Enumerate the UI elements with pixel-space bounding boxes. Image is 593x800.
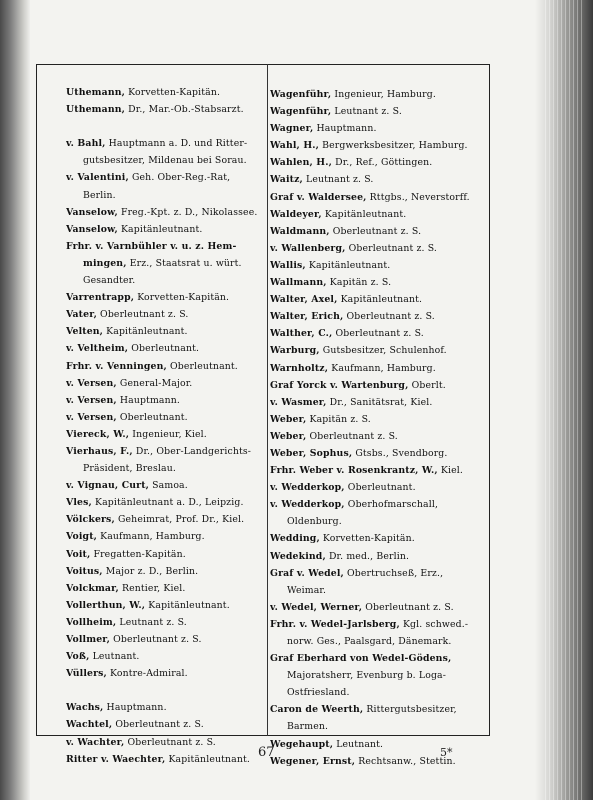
entry-description: Erz., Staatsrat u. würt. — [126, 257, 242, 269]
entry-continuation — [270, 718, 486, 735]
directory-entry — [66, 597, 264, 614]
entry-name: Voigt, — [66, 531, 98, 543]
directory-entry — [270, 171, 486, 188]
book-gutter — [0, 0, 30, 800]
directory-entry — [270, 701, 486, 718]
directory-entry — [270, 479, 486, 496]
directory-entry — [270, 445, 486, 462]
directory-entry — [270, 411, 486, 428]
entry-name: Wagner, — [270, 123, 314, 135]
entry-description: Dr., Ref., Göttingen. — [332, 157, 433, 169]
entry-continuation — [270, 633, 486, 650]
entry-name: v. Wedel, Werner, — [270, 601, 363, 613]
entry-name: v. Versen, — [66, 411, 117, 423]
page-edge-lines — [545, 0, 585, 800]
entry-name: v. Vignau, Curt, — [66, 480, 150, 492]
directory-entry — [66, 375, 264, 392]
entry-description: Kapitänleutnant. — [145, 599, 230, 611]
directory-entry — [66, 563, 264, 580]
entry-name: Frhr. v. Wedel-Jarlsberg, — [270, 618, 400, 630]
entry-description: Major z. D., Berlin. — [102, 565, 199, 577]
directory-entry — [66, 665, 264, 682]
directory-entry — [270, 736, 486, 753]
entry-description: Oberlt. — [408, 379, 446, 391]
directory-entry — [270, 137, 486, 154]
entry-description: Kapitänleutnant. — [103, 326, 188, 338]
entry-description: Kontre-Admiral. — [106, 668, 188, 680]
directory-entry — [66, 734, 264, 751]
entry-name: Vierhaus, F., — [66, 445, 133, 457]
entry-name: Ritter v. Waechter, — [66, 753, 166, 765]
entry-name: Wallmann, — [270, 277, 327, 289]
entry-description: Leutnant z. S. — [116, 616, 187, 628]
directory-entry — [66, 101, 264, 118]
entry-description: Barmen. — [287, 721, 329, 733]
entry-name: Graf v. Wedel, — [270, 567, 344, 579]
entry-name: Caron de Weerth, — [270, 704, 364, 716]
entry-description: norw. Ges., Paalsgard, Dänemark. — [287, 636, 452, 647]
entry-description: Oberleutnant z. S. — [343, 311, 435, 323]
directory-entry — [270, 86, 486, 103]
entry-description: Ingenieur, Kiel. — [129, 428, 207, 440]
directory-entry — [270, 223, 486, 240]
entry-name: Wahlen, H., — [270, 157, 333, 169]
entry-name: Frhr. Weber v. Rosenkrantz, W., — [270, 465, 438, 477]
entry-name: Graf v. Waldersee, — [270, 191, 367, 203]
left-column — [66, 84, 264, 768]
directory-entry — [270, 342, 486, 359]
directory-entry — [270, 257, 486, 274]
entry-description: Oberleutnant. — [344, 482, 416, 494]
entry-name: Uthemann, — [66, 104, 126, 116]
entry-name: Uthemann, — [66, 87, 126, 98]
entry-name: Waldeyer, — [270, 208, 322, 220]
entry-name: Waldmann, — [270, 225, 330, 237]
directory-entry — [66, 221, 264, 238]
entry-description: Kaufmann, Hamburg. — [328, 362, 436, 374]
directory-entry — [270, 428, 486, 445]
entry-name: Wedding, — [270, 533, 320, 545]
entry-continuation — [66, 187, 264, 204]
entry-name: Walter, Erich, — [270, 311, 344, 323]
entry-description: Kapitän z. S. — [306, 413, 371, 425]
entry-description: Bergwerksbesitzer, Hamburg. — [319, 140, 468, 152]
entry-description: Berlin. — [83, 189, 116, 201]
directory-entry — [66, 494, 264, 511]
entry-description: Kgl. schwed.- — [399, 618, 469, 630]
directory-entry — [66, 392, 264, 409]
entry-description: Hauptmann a. D. und Ritter- — [105, 138, 248, 150]
entry-name: Vollheim, — [66, 616, 117, 628]
entry-continuation — [66, 255, 264, 272]
entry-name: v. Bahl, — [66, 138, 106, 150]
column-divider — [267, 64, 268, 736]
directory-entry — [270, 308, 486, 325]
entry-name: Wagenführ, — [270, 89, 332, 100]
entry-name: Wagenführ, — [270, 106, 332, 118]
entry-name: Velten, — [66, 326, 104, 338]
entry-description: Oberleutnant z. S. — [110, 634, 202, 645]
entry-description: Oberleutnant. — [116, 411, 188, 423]
entry-description: Majoratsherr, Evenburg b. Loga- — [287, 670, 447, 682]
directory-entry — [66, 84, 264, 101]
directory-entry — [270, 103, 486, 120]
directory-entry — [66, 204, 264, 221]
entry-description: Hauptmann. — [313, 123, 377, 135]
entry-description: Dr., Ober-Landgerichts- — [132, 445, 252, 457]
entry-description: Weimar. — [287, 584, 327, 596]
entry-name: Walther, C., — [270, 328, 333, 340]
entry-description: Hauptmann. — [116, 394, 180, 406]
directory-entry — [270, 650, 486, 667]
directory-entry — [66, 580, 264, 597]
entry-name: Weber, — [270, 430, 307, 442]
directory-entry — [270, 565, 486, 582]
directory-entry — [66, 528, 264, 545]
directory-entry — [66, 323, 264, 340]
directory-entry — [66, 477, 264, 494]
entry-description: Kapitänleutnant a. D., Leipzig. — [91, 497, 244, 509]
entry-description: Geheimrat, Prof. Dr., Kiel. — [114, 514, 245, 526]
entry-description: Obertruchseß, Erz., — [343, 567, 444, 579]
entry-description: Präsident, Breslau. — [83, 463, 176, 475]
entry-description: Gesandter. — [83, 275, 136, 287]
directory-entry — [66, 546, 264, 563]
entry-name: Wachs, — [66, 702, 104, 714]
directory-entry — [270, 599, 486, 616]
entry-name: Voitus, — [66, 565, 103, 577]
entry-description: Oberleutnant. — [128, 343, 200, 355]
entry-name: Walter, Axel, — [270, 294, 338, 306]
entry-name: v. Wasmer, — [270, 396, 327, 408]
entry-continuation — [270, 582, 486, 599]
entry-description: Geh. Ober-Reg.-Rat, — [128, 172, 231, 184]
directory-entry — [270, 360, 486, 377]
entry-description: Korvetten-Kapitän. — [134, 292, 230, 304]
entry-description: Kaufmann, Hamburg. — [97, 531, 205, 543]
directory-entry — [66, 751, 264, 768]
entry-description: gutsbesitzer, Mildenau bei Sorau. — [83, 155, 247, 167]
directory-entry — [66, 409, 264, 426]
entry-name: Vanselow, — [66, 206, 118, 218]
entry-name: Warburg, — [270, 345, 320, 357]
entry-continuation — [66, 152, 264, 169]
directory-entry — [270, 616, 486, 633]
entry-name: Graf Eberhard von Wedel-Gödens, — [270, 653, 452, 665]
entry-continuation — [270, 513, 486, 530]
entry-name: Weber, — [270, 413, 307, 425]
entry-name: Warnholtz, — [270, 362, 329, 374]
entry-name: Wegener, Ernst, — [270, 755, 356, 767]
entry-continuation — [66, 460, 264, 477]
directory-entry — [66, 426, 264, 443]
directory-entry — [66, 511, 264, 528]
entry-continuation — [270, 667, 486, 684]
entry-description: Leutnant z. S. — [331, 106, 402, 118]
entry-description: Samoa. — [149, 480, 188, 492]
entry-name: Vles, — [66, 497, 92, 509]
directory-entry — [66, 716, 264, 733]
entry-description: Leutnant. — [333, 738, 384, 750]
entry-name: Vüllers, — [66, 668, 107, 680]
directory-entry — [66, 306, 264, 323]
entry-description: Rittergutsbesitzer, — [363, 704, 457, 716]
directory-entry — [270, 377, 486, 394]
directory-entry — [66, 289, 264, 306]
entry-name: Wallis, — [270, 259, 306, 271]
entry-description: Leutnant z. S. — [302, 174, 374, 186]
entry-description: Fregatten-Kapitän. — [90, 548, 186, 560]
entry-name: v. Wallenberg, — [270, 242, 346, 254]
directory-entry — [270, 394, 486, 411]
entry-description: Oberleutnant z. S. — [124, 736, 216, 748]
directory-entry — [66, 238, 264, 255]
directory-entry — [66, 135, 264, 152]
entry-name: v. Wachter, — [66, 736, 125, 748]
directory-entry — [66, 340, 264, 357]
entry-name: Wachtel, — [66, 719, 113, 731]
entry-description: Hauptmann. — [103, 702, 167, 714]
entry-description: Oberleutnant z. S. — [345, 242, 438, 254]
entry-name: v. Versen, — [66, 377, 117, 389]
entry-description: Kapitänleutnant. — [305, 259, 391, 271]
page-number: 67 — [258, 745, 275, 760]
entry-description: Rttgbs., Neverstorff. — [366, 191, 470, 203]
directory-entry — [270, 274, 486, 291]
directory-entry — [270, 120, 486, 137]
entry-description: Oldenburg. — [287, 516, 342, 528]
entry-name: Volckmar, — [66, 582, 119, 594]
entry-description: Oberleutnant z. S. — [306, 430, 398, 442]
entry-name: Voit, — [66, 548, 91, 560]
directory-entry — [66, 631, 264, 648]
directory-entry — [270, 530, 486, 547]
entry-description: Ingenieur, Hamburg. — [331, 89, 436, 100]
directory-entry — [270, 154, 486, 171]
entry-description: Dr., Mar.-Ob.-Stabsarzt. — [125, 104, 244, 116]
entry-name: Graf Yorck v. Wartenburg, — [270, 379, 409, 391]
entry-name: v. Veltheim, — [66, 343, 129, 355]
directory-entry — [66, 358, 264, 375]
entry-description: Korvetten-Kapitän. — [319, 533, 415, 545]
directory-entry — [270, 496, 486, 513]
entry-description: Oberleutnant z. S. — [362, 601, 454, 613]
entry-description: Leutnant. — [89, 651, 140, 663]
entry-description: Oberleutnant z. S. — [96, 309, 189, 321]
section-gap — [66, 682, 264, 699]
entry-description: Gtsbs., Svendborg. — [352, 447, 448, 459]
entry-description: Kiel. — [437, 465, 464, 477]
entry-name: Vanselow, — [66, 223, 118, 235]
entry-description: Gutsbesitzer, Schulenhof. — [319, 345, 447, 357]
entry-name: Vater, — [66, 309, 97, 321]
entry-continuation — [270, 684, 486, 701]
directory-entry — [270, 291, 486, 308]
entry-name: Frhr. v. Varnbühler v. u. z. Hem- — [66, 240, 237, 252]
entry-name: Voß, — [66, 651, 90, 663]
entry-description: General-Major. — [116, 377, 193, 389]
entry-name: Vollerthun, W., — [66, 599, 146, 611]
directory-entry — [270, 240, 486, 257]
entry-description: Oberleutnant z. S. — [332, 328, 424, 340]
entry-name: Wahl, H., — [270, 140, 320, 152]
entry-description: Kapitänleutnant. — [337, 294, 423, 306]
entry-description: Kapitänleutnant. — [117, 223, 203, 235]
entry-name: Wegehaupt, — [270, 738, 334, 750]
right-column — [270, 86, 486, 770]
entry-description: Oberleutnant z. S. — [329, 225, 422, 237]
directory-entry — [66, 443, 264, 460]
entry-name: mingen, — [83, 257, 127, 269]
entry-name: Völckers, — [66, 514, 115, 526]
entry-name: Varrentrapp, — [66, 292, 135, 304]
section-gap — [66, 118, 264, 135]
entry-description: Ostfriesland. — [287, 687, 350, 699]
directory-entry — [270, 189, 486, 206]
directory-entry — [270, 325, 486, 342]
directory-entry — [270, 462, 486, 479]
entry-description: Kapitän z. S. — [326, 277, 392, 289]
directory-entry — [66, 699, 264, 716]
entry-description: Oberleutnant. — [166, 360, 238, 372]
entry-description: Dr. med., Berlin. — [325, 550, 410, 562]
directory-entry — [66, 169, 264, 186]
entry-name: v. Valentini, — [66, 172, 129, 184]
entry-description: Rechtsanw., Stettin. — [355, 755, 456, 767]
entry-name: v. Versen, — [66, 394, 117, 406]
directory-entry — [66, 648, 264, 665]
entry-description: Korvetten-Kapitän. — [125, 87, 221, 98]
entry-description: Kapitänleutnant. — [165, 753, 250, 765]
directory-entry — [270, 206, 486, 223]
entry-name: Viereck, W., — [66, 428, 130, 440]
entry-name: Wedekind, — [270, 550, 326, 562]
entry-name: Waitz, — [270, 174, 303, 186]
entry-description: Rentier, Kiel. — [118, 582, 186, 594]
entry-name: v. Wedderkop, — [270, 499, 345, 511]
entry-description: Kapitänleutnant. — [321, 208, 407, 220]
entry-description: Dr., Sanitätsrat, Kiel. — [326, 396, 433, 408]
directory-entry — [270, 753, 486, 770]
signature-mark: 5* — [440, 746, 453, 759]
entry-name: Vollmer, — [66, 634, 111, 645]
entry-name: Weber, Sophus, — [270, 447, 353, 459]
entry-description: Oberleutnant z. S. — [112, 719, 204, 731]
entry-name: Frhr. v. Venningen, — [66, 360, 167, 372]
entry-description: Freg.-Kpt. z. D., Nikolassee. — [117, 206, 258, 218]
directory-entry — [66, 614, 264, 631]
directory-entry — [270, 548, 486, 565]
entry-description: Oberhofmarschall, — [344, 499, 439, 511]
entry-name: v. Wedderkop, — [270, 482, 345, 494]
entry-continuation — [66, 272, 264, 289]
